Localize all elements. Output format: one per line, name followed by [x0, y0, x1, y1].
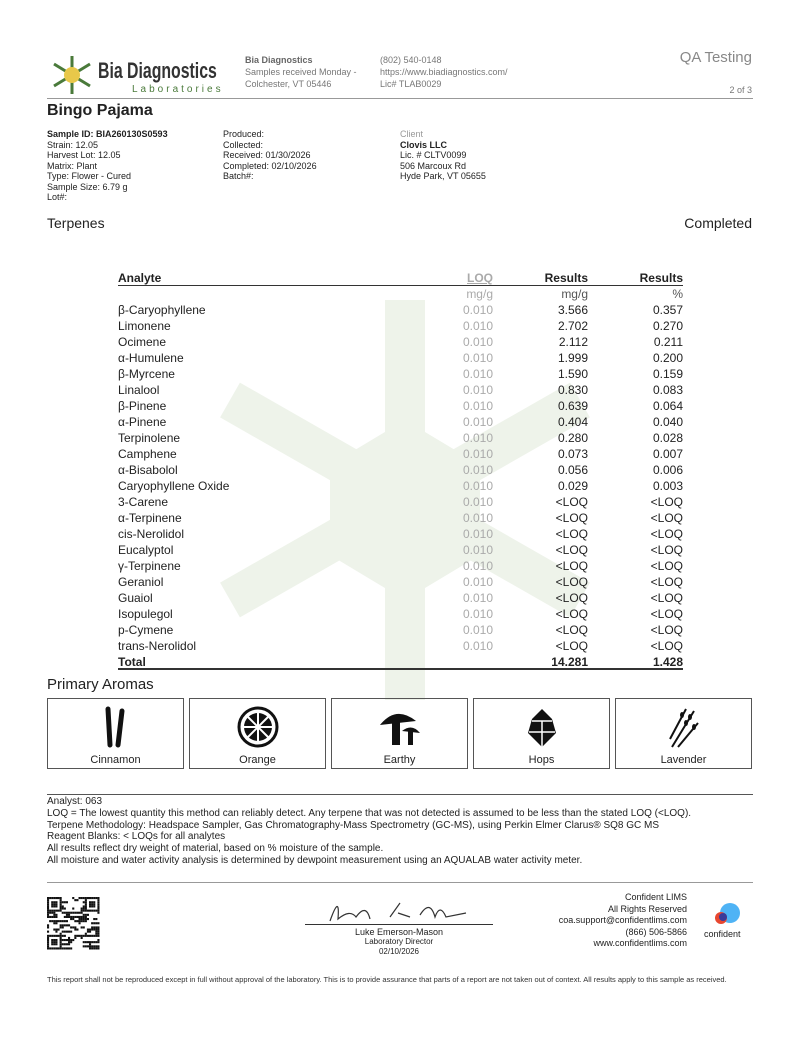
col-loq: LOQ: [467, 271, 493, 285]
hops-icon: [522, 705, 562, 749]
unit-pct: %: [672, 287, 683, 301]
sample-size: Sample Size: 6.79 g: [47, 181, 128, 192]
aroma-hops: [473, 698, 610, 769]
loq-value: 0.010: [462, 367, 493, 381]
table-row: [118, 430, 683, 446]
loq-value: 0.010: [462, 639, 493, 653]
aroma-cinnamon: [47, 698, 184, 769]
result-pct: 0.003: [652, 479, 683, 493]
result-mg: <LOQ: [555, 623, 588, 637]
aroma-label: Orange: [239, 754, 276, 766]
mushroom-icon: [376, 705, 424, 749]
aroma-label: Hops: [528, 754, 555, 766]
table-row: [118, 622, 683, 638]
analyte-name: Terpinolene: [118, 431, 181, 445]
result-mg: 0.056: [557, 463, 588, 477]
table-row: [118, 606, 683, 622]
units-row: [118, 286, 683, 302]
result-mg: <LOQ: [555, 639, 588, 653]
received: Received: 01/30/2026: [223, 150, 311, 160]
loq-value: 0.010: [462, 431, 493, 445]
analyte-name: Isopulegol: [118, 607, 173, 621]
client-address1: 506 Marcoux Rd: [400, 160, 467, 171]
table-row: [118, 574, 683, 590]
loq-value: 0.010: [462, 319, 493, 333]
loq-value: 0.010: [462, 399, 493, 413]
qr-code-icon: [47, 897, 100, 950]
matrix: Matrix: Plant: [47, 160, 98, 171]
logo-icon: [48, 52, 96, 98]
result-pct: <LOQ: [650, 575, 683, 589]
table-row: [118, 462, 683, 478]
divider: [47, 794, 753, 795]
analyte-name: α-Pinene: [118, 415, 167, 429]
analyte-name: Caryophyllene Oxide: [118, 479, 230, 493]
loq-value: 0.010: [462, 559, 493, 573]
result-mg: 0.404: [557, 415, 588, 429]
result-pct: <LOQ: [650, 591, 683, 605]
terpenes-table: [118, 270, 683, 670]
analyte-name: γ-Terpinene: [118, 559, 181, 573]
table-row: [118, 446, 683, 462]
table-row: [118, 494, 683, 510]
analyte-name: p-Cymene: [118, 623, 174, 637]
signer-title: Laboratory Director: [364, 937, 434, 946]
product-name: Bingo Pajama: [47, 102, 153, 119]
result-mg: 0.073: [557, 447, 588, 461]
result-pct: 0.270: [652, 319, 683, 333]
result-pct: 0.006: [652, 463, 683, 477]
loq-value: 0.010: [462, 447, 493, 461]
result-mg: 1.999: [557, 351, 588, 365]
lims-rights: All Rights Reserved: [607, 903, 687, 914]
strain: Strain: 12.05: [47, 139, 99, 150]
note-line: Analyst: 063: [47, 796, 103, 807]
unit-mg: mg/g: [561, 287, 588, 301]
note-line: Terpene Methodology: Headspace Sampler, Gas Chromatography-Mass Spectrometry (GC-MS), using Perkin Elmer Clarus® SQ8 GC MS: [47, 819, 660, 831]
result-pct: <LOQ: [650, 511, 683, 525]
result-pct: 0.028: [652, 431, 683, 445]
table-row: [118, 318, 683, 334]
result-mg: <LOQ: [555, 607, 588, 621]
lab-address: Colchester, VT 05446: [245, 79, 332, 89]
section-title: Terpenes: [47, 215, 105, 231]
result-mg: <LOQ: [555, 495, 588, 509]
total-loq: [403, 654, 493, 668]
analyte-name: β-Myrcene: [118, 367, 175, 381]
batch: Batch#:: [223, 171, 254, 181]
table-header: [118, 270, 683, 286]
loq-value: 0.010: [462, 495, 493, 509]
table-row: [118, 398, 683, 414]
aroma-label: Lavender: [660, 754, 707, 766]
analyte-name: α-Humulene: [118, 351, 184, 365]
analyte-name: Camphene: [118, 447, 177, 461]
result-pct: <LOQ: [650, 543, 683, 557]
result-pct: 0.083: [652, 383, 683, 397]
analyte-name: 3-Carene: [118, 495, 169, 509]
lab-phone: (802) 540-0148: [380, 55, 442, 65]
loq-value: 0.010: [462, 623, 493, 637]
loq-value: 0.010: [462, 463, 493, 477]
disclaimer: This report shall not be reproduced except in full without approval of the laboratory. This is to provide assurance that parts of a report are not taken out of context. All results apply to this sample as received.: [47, 975, 727, 984]
harvest-lot: Harvest Lot: 12.05: [47, 150, 121, 160]
logo-title: Bia Diagnostics: [98, 58, 217, 83]
completed: Completed: 02/10/2026: [223, 160, 317, 171]
total-row: [118, 654, 683, 670]
divider: [47, 882, 753, 883]
section-status: Completed: [684, 215, 752, 231]
analyte-name: Eucalyptol: [118, 543, 174, 557]
table-row: [118, 478, 683, 494]
table-row: [118, 510, 683, 526]
signature-date: 02/10/2026: [378, 947, 420, 956]
loq-value: 0.010: [462, 335, 493, 349]
divider: [47, 98, 753, 99]
result-mg: <LOQ: [555, 591, 588, 605]
total-pct: 1.428: [652, 655, 683, 669]
analyte-name: β-Caryophyllene: [118, 303, 206, 317]
orange-icon: [236, 705, 280, 749]
result-mg: 2.112: [558, 335, 588, 349]
lims-phone: (866) 506-5866: [625, 926, 687, 937]
lab-license: Lic# TLAB0029: [380, 79, 442, 89]
result-mg: <LOQ: [555, 543, 588, 557]
aroma-orange: [189, 698, 326, 769]
confident-logo-text: confident: [704, 929, 741, 939]
result-pct: 0.357: [652, 303, 683, 317]
result-mg: 0.280: [557, 431, 588, 445]
result-mg: <LOQ: [555, 575, 588, 589]
result-pct: 0.159: [652, 367, 683, 381]
result-mg: <LOQ: [555, 511, 588, 525]
lims-web[interactable]: www.confidentlims.com: [593, 938, 687, 948]
table-row: [118, 558, 683, 574]
result-pct: 0.040: [652, 415, 683, 429]
loq-value: 0.010: [462, 607, 493, 621]
aroma-label: Earthy: [383, 754, 416, 766]
table-row: [118, 350, 683, 366]
analyte-name: cis-Nerolidol: [118, 527, 185, 541]
loq-value: 0.010: [462, 351, 493, 365]
col-analyte: Analyte: [118, 271, 162, 285]
sample-type: Type: Flower - Cured: [47, 171, 132, 181]
aromas-title: Primary Aromas: [47, 676, 154, 693]
analyte-name: α-Bisabolol: [118, 463, 178, 477]
table-row: [118, 526, 683, 542]
loq-value: 0.010: [462, 415, 493, 429]
lavender-icon: [664, 705, 704, 749]
analyte-name: Ocimene: [118, 335, 167, 349]
table-row: [118, 334, 683, 350]
confident-logo-icon: [712, 902, 742, 928]
signer-name: Luke Emerson-Mason: [354, 927, 444, 937]
loq-value: 0.010: [462, 543, 493, 557]
client-label: Client: [400, 129, 424, 139]
result-pct: <LOQ: [650, 495, 683, 509]
loq-value: 0.010: [462, 575, 493, 589]
client-address2: Hyde Park, VT 05655: [400, 171, 486, 181]
col-results-mg: Results: [544, 271, 588, 285]
cinnamon-icon: [96, 705, 136, 749]
result-mg: 0.029: [557, 479, 588, 493]
table-row: [118, 302, 683, 318]
table-row: [118, 366, 683, 382]
note-line: All results reflect dry weight of material, based on % moisture of the sample.: [47, 843, 384, 855]
aroma-earthy: [331, 698, 468, 769]
total-mg: 14.281: [551, 655, 588, 669]
result-mg: 0.830: [557, 383, 588, 397]
collected: Collected:: [223, 139, 264, 150]
signature-icon: [320, 893, 470, 925]
page-number: 2 of 3: [729, 85, 752, 95]
result-pct: 0.200: [652, 351, 683, 365]
result-mg: 3.566: [557, 303, 588, 317]
result-pct: <LOQ: [650, 639, 683, 653]
note-line: Reagent Blanks: < LOQs for all analytes: [47, 831, 226, 843]
lims-email[interactable]: coa.support@confidentlims.com: [558, 915, 687, 925]
notes: [47, 796, 747, 867]
table-row: [118, 590, 683, 606]
result-pct: 0.007: [652, 447, 683, 461]
logo-subtitle: Laboratories: [132, 84, 224, 95]
analyte-name: Geraniol: [118, 575, 164, 589]
report-type: QA Testing: [679, 49, 752, 66]
lab-name: Bia Diagnostics: [245, 55, 313, 65]
loq-value: 0.010: [462, 303, 493, 317]
lab-website[interactable]: https://www.biadiagnostics.com/: [380, 67, 508, 77]
lims-name: Confident LIMS: [624, 892, 687, 902]
loq-value: 0.010: [462, 479, 493, 493]
result-pct: <LOQ: [650, 623, 683, 637]
analyte-name: trans-Nerolidol: [118, 639, 197, 653]
analyte-name: α-Terpinene: [118, 511, 182, 525]
aroma-lavender: [615, 698, 752, 769]
analyte-name: Guaiol: [118, 591, 153, 605]
aroma-label: Cinnamon: [90, 754, 141, 766]
col-results-pct: Results: [639, 271, 683, 285]
result-mg: 1.590: [557, 367, 588, 381]
client-license: Lic. # CLTV0099: [400, 150, 467, 160]
table-row: [118, 542, 683, 558]
lab-hours: Samples received Monday -: [245, 67, 357, 77]
analyte-name: Linalool: [118, 383, 160, 397]
result-pct: 0.064: [652, 399, 683, 413]
note-line: LOQ = The lowest quantity this method can reliably detect. Any terpene that was not detected is assumed to be less than the stated LOQ (<LOQ).: [47, 807, 692, 819]
table-row: [118, 414, 683, 430]
result-mg: 0.639: [557, 399, 588, 413]
loq-value: 0.010: [462, 591, 493, 605]
table-row: [118, 638, 683, 654]
signature-line: [305, 924, 493, 925]
loq-value: 0.010: [462, 511, 493, 525]
client-name: Clovis LLC: [400, 139, 448, 150]
result-pct: 0.211: [653, 335, 683, 349]
loq-value: 0.010: [462, 383, 493, 397]
result-mg: <LOQ: [555, 559, 588, 573]
produced: Produced:: [223, 129, 265, 139]
analyte-name: β-Pinene: [118, 399, 167, 413]
result-pct: <LOQ: [650, 559, 683, 573]
result-pct: <LOQ: [650, 607, 683, 621]
analyte-name: Limonene: [118, 319, 171, 333]
result-mg: 2.702: [557, 319, 588, 333]
loq-value: 0.010: [462, 527, 493, 541]
note-line: All moisture and water activity analysis is determined by dewpoint measurement using an AQUALAB water activity meter.: [47, 854, 583, 866]
result-mg: <LOQ: [555, 527, 588, 541]
unit-loq: mg/g: [466, 287, 493, 301]
lot: Lot#:: [47, 192, 68, 202]
total-label: Total: [118, 655, 146, 669]
sample-id: Sample ID: BIA260130S0593: [47, 129, 168, 139]
table-row: [118, 382, 683, 398]
result-pct: <LOQ: [650, 527, 683, 541]
